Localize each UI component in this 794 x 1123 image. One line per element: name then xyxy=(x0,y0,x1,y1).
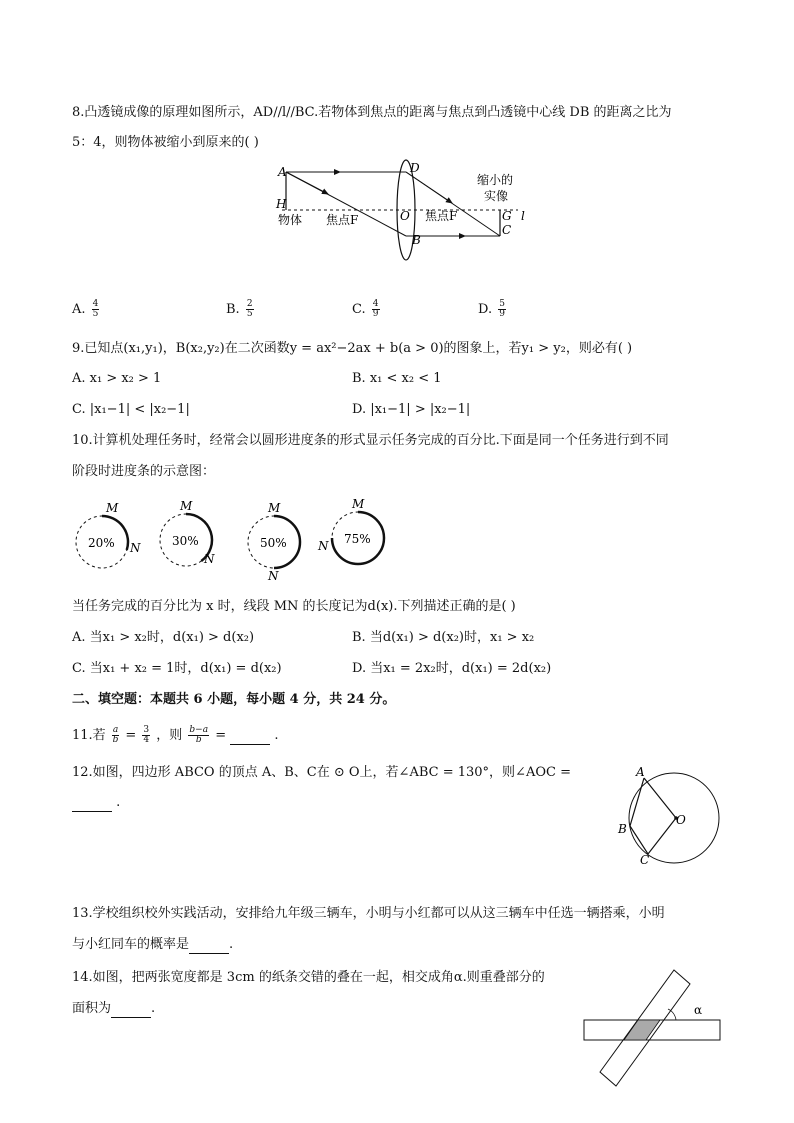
section2-heading: 二、填空题：本题共 6 小题，每小题 4 分，共 24 分。 xyxy=(72,692,396,707)
q13-answer-blank[interactable] xyxy=(189,941,229,954)
progress-percent-label: 20% xyxy=(88,536,115,550)
label-G: G xyxy=(502,209,512,223)
q9-option-c[interactable]: C. |x₁−1| < |x₂−1| xyxy=(72,402,190,417)
q11-frac-ab: $\frac{a}{b}$ xyxy=(112,725,119,745)
q8-option-a-letter: A. xyxy=(72,302,86,317)
progress-circles-figure xyxy=(64,490,404,586)
label-focus-left: 焦点F xyxy=(326,213,359,227)
label-N: N xyxy=(130,541,141,555)
angle-arc xyxy=(668,1009,676,1020)
q8-option-b-fraction: $\frac{2}{5}$ xyxy=(246,299,253,319)
label-H: H xyxy=(276,197,287,211)
label-M: M xyxy=(352,497,365,511)
q10-option-b[interactable]: B. 当d(x₁) > d(x₂)时，x₁ > x₂ xyxy=(352,630,535,645)
q8-option-d[interactable] xyxy=(478,300,508,319)
q8-option-a[interactable] xyxy=(72,300,101,319)
q12-line2: . xyxy=(72,794,120,812)
q8-option-c[interactable] xyxy=(352,300,382,319)
lens-diagram xyxy=(270,158,540,264)
q8-option-d-letter: D. xyxy=(478,302,493,317)
label-C: C xyxy=(502,223,512,237)
label-N: N xyxy=(204,552,215,566)
q13-line2: 与小红同车的概率是 . xyxy=(72,937,234,952)
progress-circle-50 xyxy=(248,501,300,583)
progress-percent-label: 75% xyxy=(344,532,371,546)
progress-circle-20 xyxy=(76,501,141,568)
q11-line: 11.若 $\frac{a}{b}$ = $\frac{3}{4}$ ，则 $\frac{b-a}{b}$ = . xyxy=(72,725,279,745)
q14-line1: 14.如图，把两张宽度都是 3cm 的纸条交错的叠在一起，相交成角α.则重叠部分的 xyxy=(72,970,545,985)
q8-option-c-letter: C. xyxy=(352,302,366,317)
crossed-strips-figure xyxy=(580,966,726,1090)
progress-percent-label: 50% xyxy=(260,536,287,550)
circle-O xyxy=(629,773,719,863)
q10-option-a[interactable]: A. 当x₁ > x₂时，d(x₁) > d(x₂) xyxy=(72,630,255,645)
label-M: M xyxy=(106,501,119,515)
label-alpha: α xyxy=(694,1003,703,1017)
q8-option-a-fraction: $\frac{4}{5}$ xyxy=(92,299,99,319)
label-B: B xyxy=(412,233,421,247)
q11-answer-blank[interactable] xyxy=(230,732,270,745)
q13-line1: 13.学校组织校外实践活动，安排给九年级三辆车，小明与小红都可以从这三辆车中任选一辆搭乘，小明 xyxy=(72,906,665,921)
q8-line1: 8.凸透镜成像的原理如图所示，AD//l//BC.若物体到焦点的距离与焦点到凸透镜中心线 DB 的距离之比为 xyxy=(72,105,672,120)
q8-option-c-fraction: $\frac{4}{9}$ xyxy=(372,299,379,319)
label-A: A xyxy=(636,765,645,779)
q14-line2: 面积为 . xyxy=(72,1001,156,1016)
q10-option-c[interactable]: C. 当x₁ + x₂ = 1时，d(x₁) = d(x₂) xyxy=(72,661,282,676)
q9-stem: 9.已知点(x₁,y₁)，B(x₂,y₂)在二次函数y = ax²−2ax + b(a > 0)的图象上，若y₁ > y₂，则必有( ) xyxy=(72,341,633,356)
q9-option-d[interactable]: D. |x₁−1| > |x₂−1| xyxy=(352,402,471,417)
q14-answer-blank[interactable] xyxy=(111,1005,151,1018)
q8-option-b-letter: B. xyxy=(226,302,240,317)
label-focus-right: 焦点F xyxy=(425,209,458,223)
label-O: O xyxy=(400,209,410,223)
q12-line1: 12.如图，四边形 ABCO 的顶点 A、B、C在 ⊙ O上，若∠ABC = 130°，则∠AOC = xyxy=(72,765,571,780)
q10-line2: 阶段时进度条的示意图： xyxy=(72,464,216,479)
label-D: D xyxy=(410,161,420,175)
q10-line1: 10.计算机处理任务时，经常会以圆形进度条的形式显示任务完成的百分比.下面是同一个任务进行到不同 xyxy=(72,433,669,448)
q9-option-a[interactable]: A. x₁ > x₂ > 1 xyxy=(72,371,162,386)
overlap-region xyxy=(624,1020,660,1040)
ray-DC-arrow xyxy=(406,172,452,203)
label-M: M xyxy=(268,501,281,515)
q10-line3: 当任务完成的百分比为 x 时，线段 MN 的长度记为d(x).下列描述正确的是( ) xyxy=(72,599,516,614)
q11-frac-34: $\frac{3}{4}$ xyxy=(143,725,150,745)
label-O: O xyxy=(676,813,686,827)
q9-option-b[interactable]: B. x₁ < x₂ < 1 xyxy=(352,371,442,386)
q8-line2: 5：4，则物体被缩小到原来的( ) xyxy=(72,135,259,150)
label-A: A xyxy=(278,165,287,179)
q8-option-b[interactable] xyxy=(226,300,256,319)
label-B: B xyxy=(618,822,627,836)
progress-percent-label: 30% xyxy=(172,534,199,548)
q11-frac-ba-b: $\frac{b-a}{b}$ xyxy=(189,725,209,745)
circle-abco-figure xyxy=(608,764,728,868)
label-image-bottom: 实像 xyxy=(484,189,509,203)
q8-option-d-fraction: $\frac{5}{9}$ xyxy=(499,299,505,319)
label-C: C xyxy=(640,853,650,867)
ray-AB-arrow xyxy=(286,172,328,194)
q10-option-d[interactable]: D. 当x₁ = 2x₂时，d(x₁) = 2d(x₂) xyxy=(352,661,552,676)
progress-circle-75 xyxy=(317,497,384,564)
q12-answer-blank[interactable] xyxy=(72,799,112,812)
label-N: N xyxy=(318,539,329,553)
label-M: M xyxy=(180,499,193,513)
label-image-top: 缩小的 xyxy=(477,173,514,187)
label-object: 物体 xyxy=(278,213,303,227)
label-N: N xyxy=(268,569,279,583)
progress-circle-30 xyxy=(160,499,215,566)
label-l: l xyxy=(521,209,525,223)
